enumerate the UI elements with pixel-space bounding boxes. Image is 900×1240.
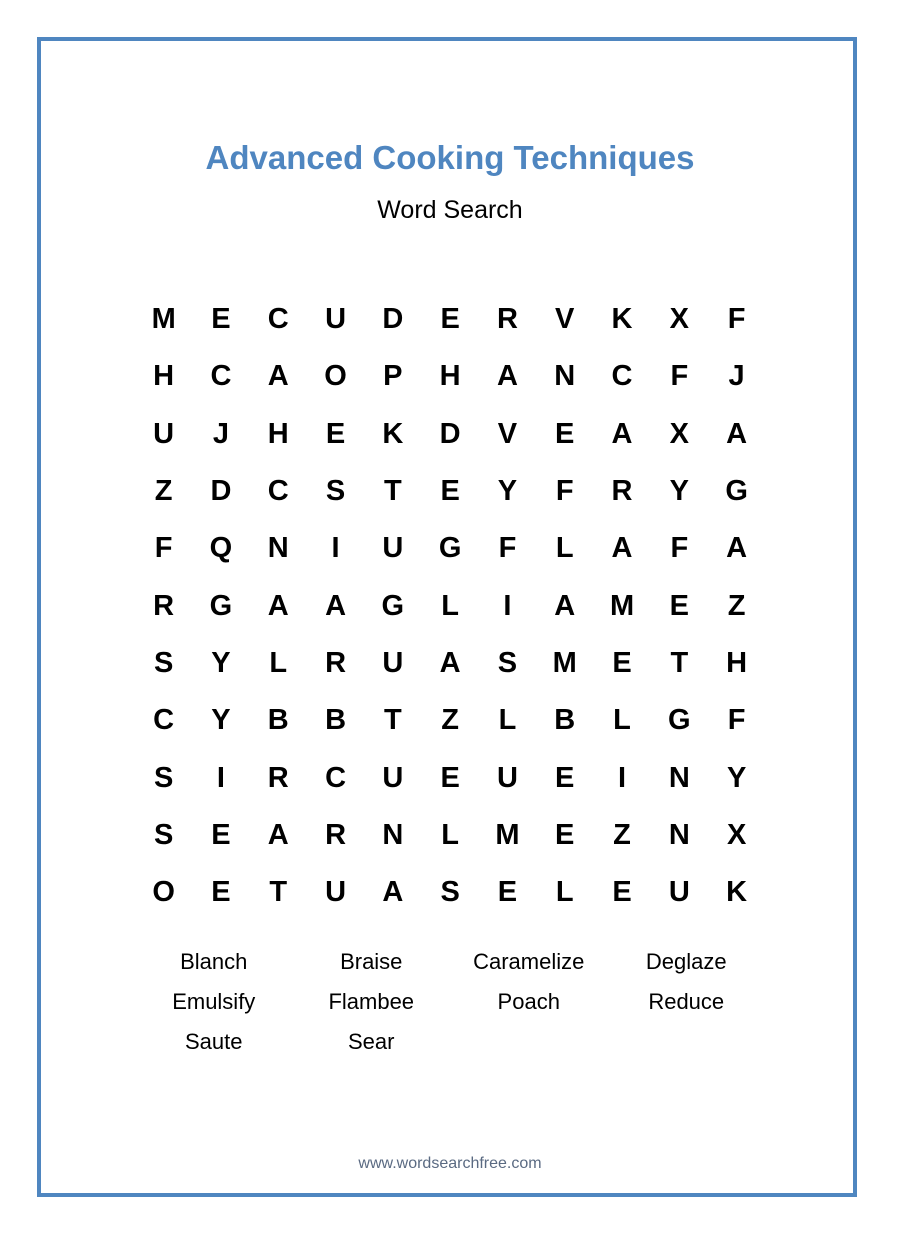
grid-letter: L (555, 532, 574, 565)
grid-letter: Y (726, 761, 747, 794)
grid-letter: G (725, 475, 748, 508)
grid-letter: N (382, 818, 404, 851)
grid-letter: E (669, 589, 689, 622)
word-list-item: Braise (340, 949, 403, 974)
grid-letter: T (269, 876, 288, 909)
grid-letter: E (612, 646, 632, 679)
grid-letter: E (325, 417, 346, 450)
grid-letter: E (555, 818, 575, 851)
grid-letter: E (555, 417, 575, 450)
grid-letter: N (668, 818, 690, 851)
grid-letter: K (611, 303, 633, 336)
grid-letter: L (269, 646, 288, 679)
grid-letter: X (726, 818, 747, 851)
grid-letter: N (554, 360, 576, 393)
grid-letter: A (439, 646, 461, 679)
grid-letter: F (727, 303, 746, 336)
grid-letter: Z (154, 475, 173, 508)
grid-letter: R (153, 589, 175, 622)
grid-letter: U (496, 761, 518, 794)
grid-letter: Y (211, 646, 231, 679)
grid-letter: U (153, 417, 175, 450)
grid-letter: U (382, 646, 404, 679)
grid-letter: T (383, 475, 402, 508)
grid-letter: M (151, 303, 176, 336)
grid-letter: Z (441, 704, 459, 737)
grid-letter: M (495, 818, 520, 851)
grid-letter: Y (211, 704, 231, 737)
grid-letter: D (210, 475, 232, 508)
grid-letter: I (331, 532, 340, 565)
grid-letter: C (611, 360, 633, 393)
grid-letter: R (611, 475, 633, 508)
grid-letter: U (382, 532, 404, 565)
grid-letter: F (555, 475, 574, 508)
page-title: Advanced Cooking Techniques (205, 139, 695, 176)
letter-grid (135, 291, 765, 921)
grid-letter: B (325, 704, 347, 737)
grid-letter: I (617, 761, 627, 794)
grid-letter: F (670, 360, 689, 393)
grid-letter: I (216, 761, 225, 794)
grid-letter: A (554, 589, 576, 622)
grid-letter: R (496, 303, 518, 336)
grid-letter: D (439, 417, 461, 450)
word-list-item: Caramelize (473, 949, 585, 974)
grid-letter: K (382, 417, 404, 450)
grid-letter: A (726, 417, 748, 450)
grid-letter: A (325, 589, 347, 622)
grid-letter: G (209, 589, 233, 622)
grid-letter: A (611, 417, 633, 450)
grid-letter: A (382, 876, 404, 909)
grid-letter: H (726, 646, 748, 679)
word-list-item: Saute (185, 1029, 243, 1054)
grid-letter: B (554, 704, 576, 737)
grid-letter: R (325, 818, 347, 851)
grid-letter: V (497, 417, 518, 450)
grid-letter: K (726, 876, 748, 909)
grid-letter: H (153, 360, 175, 393)
grid-letter: E (555, 761, 575, 794)
grid-letter: I (503, 589, 512, 622)
grid-letter: G (668, 704, 691, 737)
grid-letter: E (497, 876, 518, 909)
grid-letter: R (267, 761, 289, 794)
grid-letter: R (325, 646, 347, 679)
word-list-item: Poach (497, 989, 560, 1014)
grid-letter: B (267, 704, 289, 737)
grid-letter: H (439, 360, 461, 393)
grid-letter: L (555, 876, 574, 909)
word-list-item: Blanch (180, 949, 248, 974)
word-list-item: Emulsify (172, 989, 256, 1014)
grid-letter: L (498, 704, 517, 737)
grid-letter: U (325, 303, 347, 336)
grid-letter: A (267, 589, 289, 622)
grid-letter: E (612, 876, 632, 909)
grid-letter: M (609, 589, 635, 622)
grid-letter: E (440, 761, 460, 794)
grid-letter: F (727, 704, 746, 737)
grid-letter: G (438, 532, 462, 565)
grid-letter: O (152, 876, 175, 909)
grid-letter: C (153, 704, 175, 737)
grid-letter: E (440, 475, 460, 508)
grid-letter: C (267, 475, 289, 508)
grid-letter: J (212, 417, 230, 450)
grid-letter: H (267, 417, 289, 450)
grid-letter: S (497, 646, 518, 679)
grid-letter: A (267, 818, 289, 851)
grid-letter: U (325, 876, 347, 909)
grid-letter: Q (209, 532, 233, 565)
footer-url[interactable]: www.wordsearchfree.com (358, 1155, 542, 1172)
word-list-item: Reduce (648, 989, 725, 1014)
grid-letter: F (498, 532, 517, 565)
grid-letter: S (325, 475, 346, 508)
grid-letter: F (670, 532, 689, 565)
grid-letter: E (440, 303, 460, 336)
grid-letter: V (555, 303, 575, 336)
grid-letter: U (668, 876, 690, 909)
word-list (135, 942, 765, 1062)
grid-letter: A (496, 360, 518, 393)
grid-letter: C (267, 303, 289, 336)
grid-letter: S (153, 818, 174, 851)
grid-letter: G (381, 589, 405, 622)
grid-letter: A (267, 360, 289, 393)
grid-letter: C (210, 360, 232, 393)
grid-letter: C (325, 761, 347, 794)
grid-letter: E (211, 303, 231, 336)
grid-letter: U (382, 761, 404, 794)
grid-letter: N (267, 532, 289, 565)
grid-letter: Y (669, 475, 689, 508)
word-list-item: Sear (348, 1029, 395, 1054)
grid-letter: F (154, 532, 173, 565)
grid-letter: T (670, 646, 689, 679)
grid-letter: D (382, 303, 404, 336)
word-list-item: Deglaze (645, 949, 727, 974)
grid-letter: S (153, 646, 174, 679)
grid-letter: Z (727, 589, 746, 622)
grid-letter: L (441, 589, 459, 622)
grid-letter: J (728, 360, 745, 393)
grid-letter: Z (613, 818, 631, 851)
word-list-item: Flambee (328, 989, 415, 1014)
grid-letter: N (668, 761, 690, 794)
grid-letter: A (726, 532, 748, 565)
grid-letter: Y (497, 475, 518, 508)
grid-letter: O (324, 360, 347, 393)
grid-letter: X (669, 303, 689, 336)
page-subtitle: Word Search (377, 196, 523, 224)
grid-letter: A (611, 532, 633, 565)
grid-letter: L (441, 818, 459, 851)
grid-letter: L (613, 704, 631, 737)
grid-letter: S (153, 761, 174, 794)
grid-letter: S (440, 876, 460, 909)
grid-letter: X (669, 417, 689, 450)
grid-letter: T (383, 704, 402, 737)
grid-letter: E (211, 818, 231, 851)
grid-letter: E (211, 876, 231, 909)
grid-letter: P (383, 360, 403, 393)
grid-letter: M (552, 646, 577, 679)
